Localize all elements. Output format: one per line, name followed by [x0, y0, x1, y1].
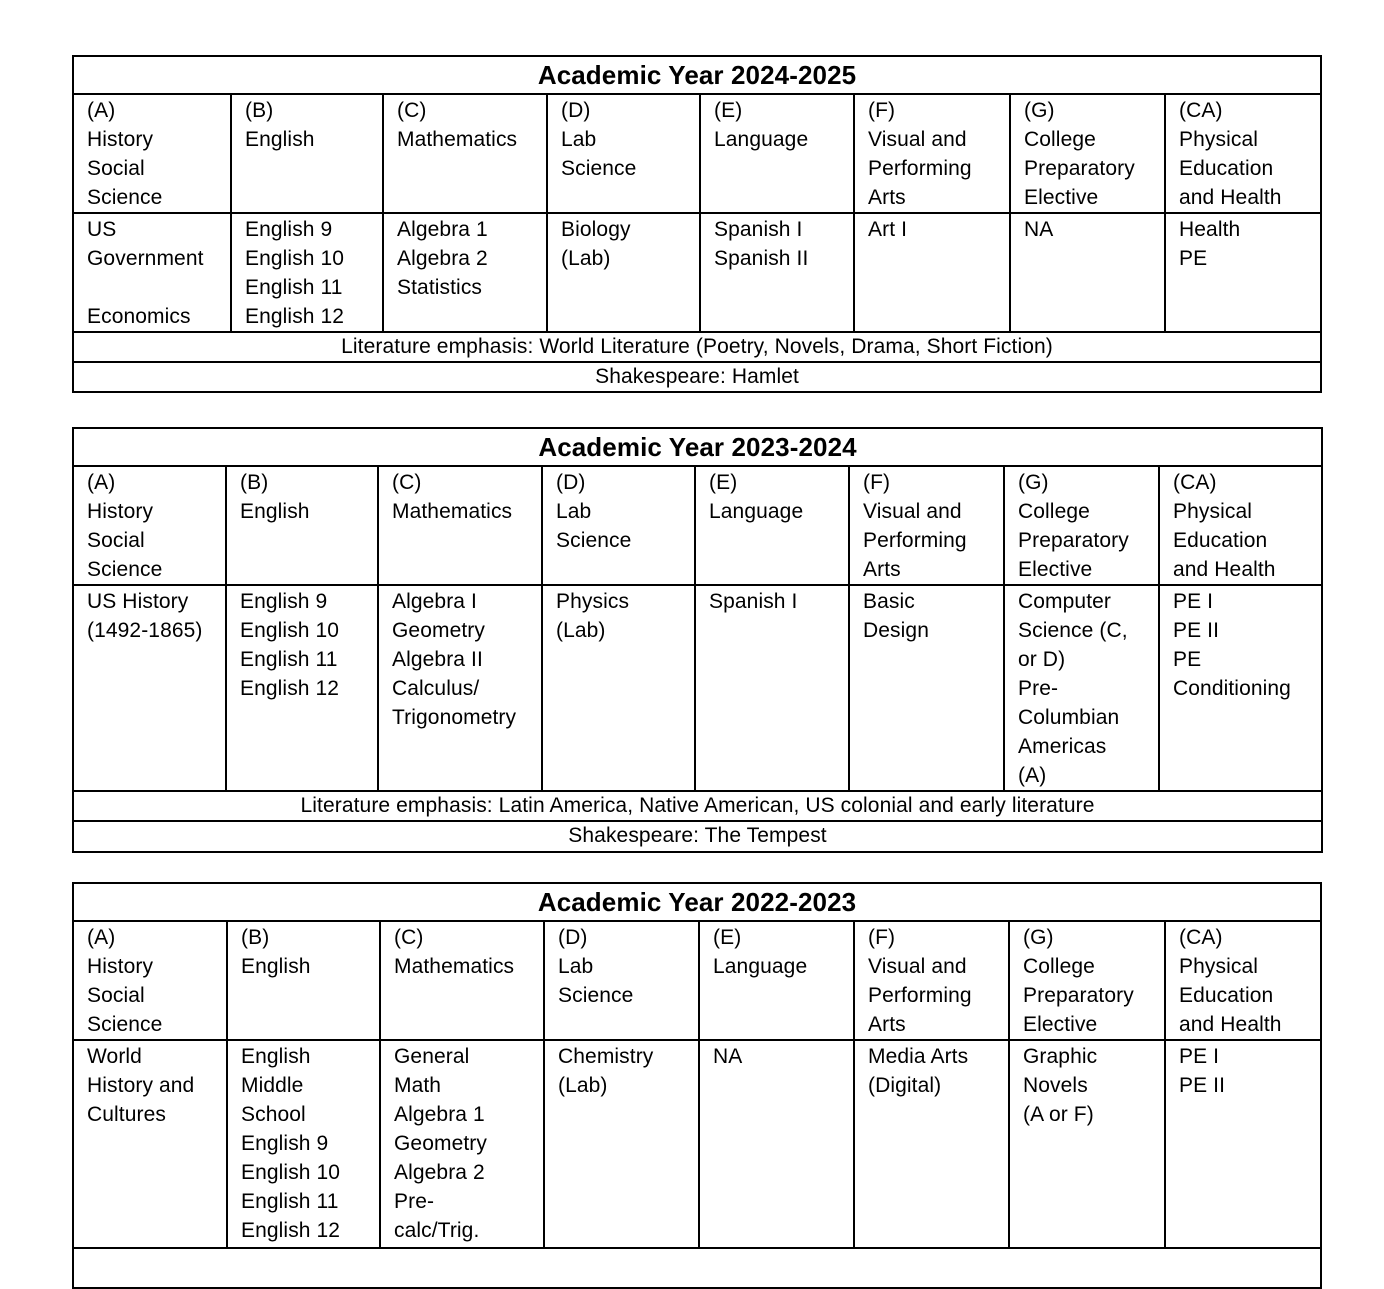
header-physical-education-health: (CA) Physical Education and Health: [1159, 466, 1322, 585]
academic-year-2024-2025-table: [72, 55, 1322, 393]
table-title: Academic Year 2023-2024: [73, 428, 1322, 466]
courses-lab-science: Chemistry (Lab): [544, 1040, 699, 1248]
courses-row: [73, 1040, 1321, 1248]
header-history-social-science: (A) History Social Science: [73, 94, 231, 213]
courses-college-prep-elective: Graphic Novels (A or F): [1009, 1040, 1165, 1248]
academic-year-2022-2023-table: [72, 882, 1322, 1289]
header-language: (E) Language: [700, 94, 854, 213]
courses-mathematics: Algebra 1 Algebra 2 Statistics: [383, 213, 547, 332]
courses-row: [73, 585, 1322, 791]
courses-physical-education-health: PE I PE II: [1165, 1040, 1321, 1248]
header-mathematics: (C) Mathematics: [378, 466, 542, 585]
header-english: (B) English: [231, 94, 383, 213]
shakespeare-play: Shakespeare: Hamlet: [73, 362, 1321, 392]
courses-english: English 9 English 10 English 11 English 12: [231, 213, 383, 332]
header-physical-education-health: (CA) Physical Education and Health: [1165, 94, 1321, 213]
courses-row: [73, 213, 1321, 332]
header-visual-performing-arts: (F) Visual and Performing Arts: [854, 94, 1010, 213]
header-english: (B) English: [227, 921, 380, 1040]
courses-visual-performing-arts: Art I: [854, 213, 1010, 332]
courses-mathematics: General Math Algebra 1 Geometry Algebra 2 Pre- calc/Trig.: [380, 1040, 544, 1248]
category-header-row: [73, 94, 1321, 213]
header-language: (E) Language: [699, 921, 854, 1040]
literature-emphasis: Literature emphasis: Latin America, Native American, US colonial and early literature: [73, 791, 1322, 821]
courses-lab-science: Physics (Lab): [542, 585, 695, 791]
courses-physical-education-health: PE I PE II PE Conditioning: [1159, 585, 1322, 791]
header-visual-performing-arts: (F) Visual and Performing Arts: [854, 921, 1009, 1040]
header-college-prep-elective: (G) College Preparatory Elective: [1010, 94, 1165, 213]
courses-college-prep-elective: NA: [1010, 213, 1165, 332]
literature-emphasis-cut-off: [73, 1248, 1321, 1288]
courses-history-social-science: US History (1492-1865): [73, 585, 226, 791]
category-header-row: [73, 921, 1321, 1040]
header-lab-science: (D) Lab Science: [544, 921, 699, 1040]
courses-language: NA: [699, 1040, 854, 1248]
header-mathematics: (C) Mathematics: [383, 94, 547, 213]
header-language: (E) Language: [695, 466, 849, 585]
courses-history-social-science: US Government Economics: [73, 213, 231, 332]
header-history-social-science: (A) History Social Science: [73, 466, 226, 585]
header-physical-education-health: (CA) Physical Education and Health: [1165, 921, 1321, 1040]
courses-history-social-science: World History and Cultures: [73, 1040, 227, 1248]
academic-year-2023-2024-table: [72, 427, 1323, 853]
header-visual-performing-arts: (F) Visual and Performing Arts: [849, 466, 1004, 585]
category-header-row: [73, 466, 1322, 585]
header-college-prep-elective: (G) College Preparatory Elective: [1009, 921, 1165, 1040]
header-mathematics: (C) Mathematics: [380, 921, 544, 1040]
header-lab-science: (D) Lab Science: [542, 466, 695, 585]
courses-lab-science: Biology (Lab): [547, 213, 700, 332]
courses-language: Spanish I: [695, 585, 849, 791]
header-history-social-science: (A) History Social Science: [73, 921, 227, 1040]
table-title: Academic Year 2022-2023: [73, 883, 1321, 921]
courses-physical-education-health: Health PE: [1165, 213, 1321, 332]
courses-language: Spanish I Spanish II: [700, 213, 854, 332]
header-lab-science: (D) Lab Science: [547, 94, 700, 213]
shakespeare-play: Shakespeare: The Tempest: [73, 821, 1322, 852]
courses-english: English 9 English 10 English 11 English 12: [226, 585, 378, 791]
courses-visual-performing-arts: Basic Design: [849, 585, 1004, 791]
header-college-prep-elective: (G) College Preparatory Elective: [1004, 466, 1159, 585]
literature-emphasis: Literature emphasis: World Literature (Poetry, Novels, Drama, Short Fiction): [73, 332, 1321, 362]
courses-college-prep-elective: Computer Science (C, or D) Pre- Columbian Americas (A): [1004, 585, 1159, 791]
table-title: Academic Year 2024-2025: [73, 56, 1321, 94]
header-english: (B) English: [226, 466, 378, 585]
courses-english: English Middle School English 9 English 10 English 11 English 12: [227, 1040, 380, 1248]
courses-mathematics: Algebra I Geometry Algebra II Calculus/ Trigonometry: [378, 585, 542, 791]
courses-visual-performing-arts: Media Arts (Digital): [854, 1040, 1009, 1248]
